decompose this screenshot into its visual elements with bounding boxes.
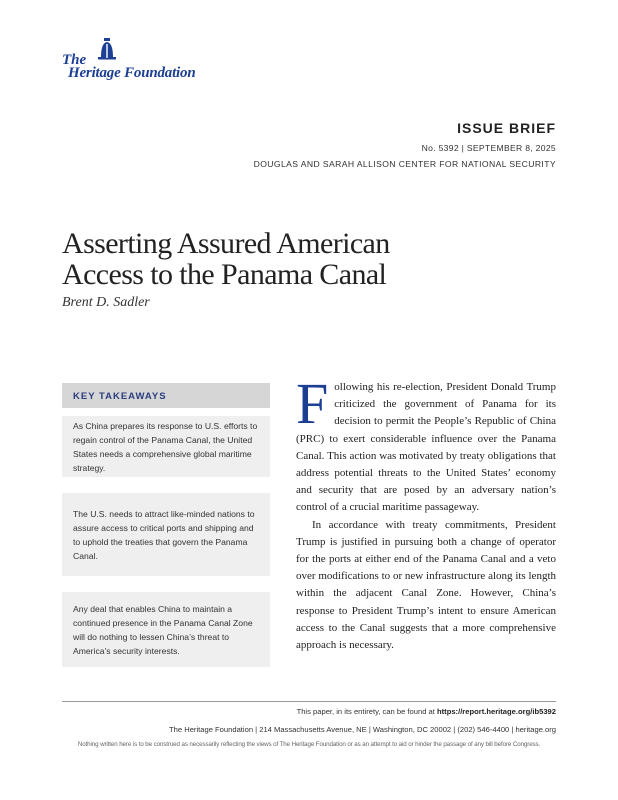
issue-brief-label: ISSUE BRIEF bbox=[457, 120, 556, 136]
title-line-2: Access to the Panama Canal bbox=[62, 258, 387, 291]
body-text bbox=[296, 371, 556, 654]
footer-disclaimer: Nothing written here is to be construed as necessarily reflecting the views of The Heritage Foundation or as an attempt to aid or hinder the passage of any bill before Congress. bbox=[77, 741, 541, 748]
takeaway-item: As China prepares its response to U.S. efforts to regain control of the Panama Canal, the United States needs a comprehensive global maritime strategy. bbox=[62, 416, 270, 477]
title-line-1: Asserting Assured American bbox=[62, 227, 390, 260]
page-title bbox=[62, 228, 482, 290]
issue-number-date: No. 5392 | SEPTEMBER 8, 2025 bbox=[421, 143, 556, 153]
body-paragraph-1: Following his re-election, President Donald Trump criticized the government of Panama for its decision to permit the People’s Republic of China (PRC) to exert considerable influence over the Panama Canal. This action was motivated by treaty obligations that address potential threats to the United States’ economy and security that are posed by an adversary nation’s control of a crucial maritime passageway. bbox=[296, 371, 556, 514]
report-url-link[interactable]: https://report.heritage.org/ib5392 bbox=[437, 707, 556, 716]
footer-address: The Heritage Foundation | 214 Massachusetts Avenue, NE | Washington, DC 20002 | (202) 546-4400 | heritage.org bbox=[169, 725, 556, 734]
takeaway-item: The U.S. needs to attract like-minded nations to assure access to critical ports and shipping and to uphold the treaties that govern the Panama Canal. bbox=[62, 493, 270, 576]
author-name: Brent D. Sadler bbox=[62, 295, 150, 310]
footer-paper-link: This paper, in its entirety, can be found at https://report.heritage.org/ib5392 bbox=[296, 707, 556, 716]
logo-name: Heritage Foundation bbox=[68, 65, 196, 81]
liberty-bell-icon bbox=[95, 38, 119, 60]
key-takeaways-box bbox=[62, 383, 270, 667]
logo-the: The bbox=[62, 52, 87, 68]
drop-cap: F bbox=[296, 371, 329, 436]
center-name: DOUGLAS AND SARAH ALLISON CENTER FOR NATIONAL SECURITY bbox=[253, 159, 556, 169]
key-takeaways-heading: KEY TAKEAWAYS bbox=[62, 383, 270, 408]
body-paragraph-2: In accordance with treaty commitments, President Trump is justified in pursuing both a change of operator for the ports at either end of the Panama Canal and a veto over modifications to or new infrastructure along its length within the adjacent Canal Zone. However, China’s response to President Trump’s intent to ensure American access to the Canal suggests that a more comprehensive approach is necessary. bbox=[296, 518, 556, 652]
heritage-logo bbox=[62, 38, 222, 84]
takeaway-item: Any deal that enables China to maintain a continued presence in the Panama Canal Zone will do nothing to lessen China’s threat to America’s security interests. bbox=[62, 592, 270, 667]
issue-brief-header bbox=[156, 120, 556, 169]
footer-divider bbox=[62, 701, 556, 702]
